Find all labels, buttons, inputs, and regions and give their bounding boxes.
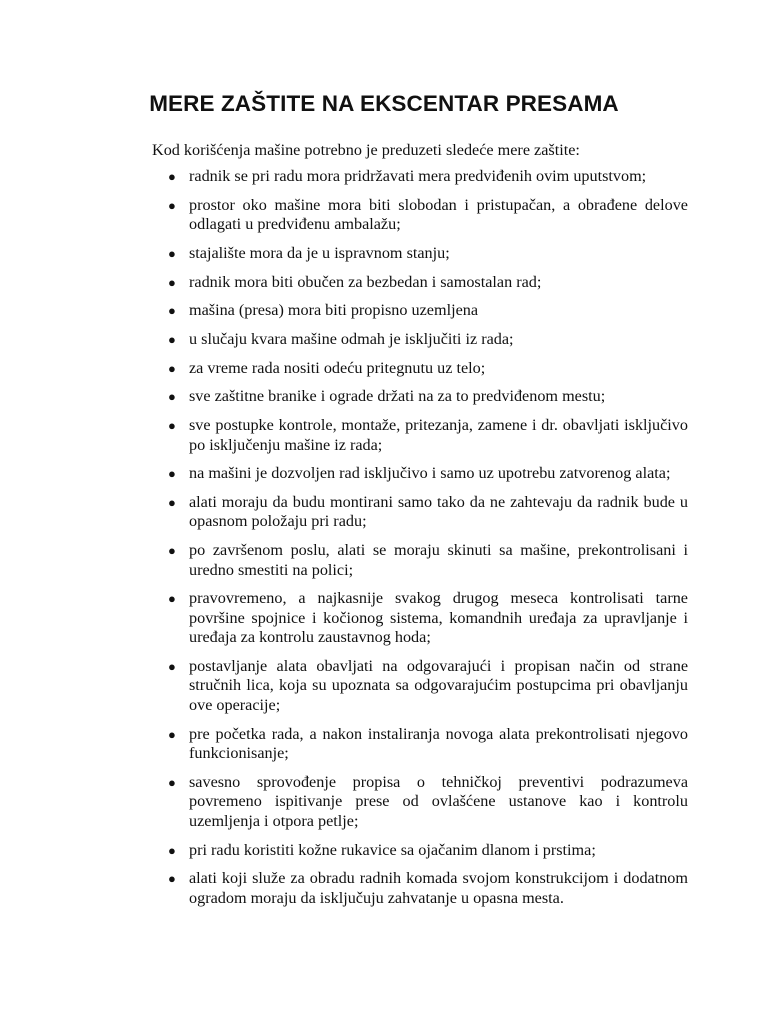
- bullet-icon: ●: [168, 389, 176, 405]
- bullet-icon: ●: [168, 774, 176, 790]
- bullet-icon: ●: [168, 331, 176, 347]
- bullet-icon: ●: [168, 466, 176, 482]
- list-item: ● za vreme rada nositi odeću pritegnutu uz telo;: [168, 358, 486, 377]
- bullet-icon: ●: [168, 871, 176, 887]
- list-item: ● u slučaju kvara mašine odmah je isključiti iz rada;: [168, 329, 514, 348]
- safety-measures-list: [166, 167, 688, 917]
- document-title: MERE ZAŠTITE NA EKSCENTAR PRESAMA: [149, 91, 619, 116]
- list-item: ● savesno sprovođenje propisa o tehničkoj preventivi podrazumeva povremeno ispitivanje prese od ovlašćene ustanove kao i kontrolu uzemljenja i otpora petlje;: [168, 772, 688, 830]
- list-item: ● pre početka rada, a nakon instaliranja novoga alata prekontrolisati njegovo funkcionisanje;: [168, 724, 688, 763]
- bullet-icon: ●: [168, 245, 176, 261]
- list-item: ● alati moraju da budu montirani samo tako da ne zahtevaju da radnik bude u opasnom položaju pri radu;: [168, 492, 688, 531]
- bullet-icon: ●: [168, 591, 176, 607]
- list-item: ● alati koji služe za obradu radnih komada svojom konstrukcijom i dodatnom ogradom moraju da isključuju zahvatanje u opasna mesta.: [168, 869, 688, 907]
- list-item: ● sve zaštitne branike i ograde držati na za to predviđenom mestu;: [168, 387, 606, 406]
- list-item: ● sve postupke kontrole, montaže, pritezanja, zamene i dr. obavljati isključivo po isključenju mašine iz rada;: [168, 416, 688, 454]
- list-item: ● postavljanje alata obavljati na odgovarajući i propisan način od strane stručnih lica, koja su upoznata sa odgovarajućim postupcima pri obavljanju ove operacije;: [168, 656, 688, 714]
- bullet-icon: ●: [168, 726, 176, 742]
- list-item: ● pravovremeno, a najkasnije svakog drugog meseca kontrolisati tarne površine spojnice i kočionog sistema, komandnih uređaja za upravljanje i uređaja za kontrolu zaustavnog hoda;: [168, 589, 688, 647]
- bullet-icon: ●: [168, 658, 176, 674]
- bullet-icon: ●: [168, 494, 176, 510]
- intro-text: Kod korišćenja mašine potrebno je preduzeti sledeće mere zaštite:: [152, 141, 580, 159]
- bullet-icon: ●: [168, 197, 176, 213]
- list-item: ● radnik mora biti obučen za bezbedan i samostalan rad;: [168, 272, 542, 291]
- bullet-icon: ●: [168, 360, 176, 376]
- bullet-icon: ●: [168, 842, 176, 858]
- list-item: ● prostor oko mašine mora biti slobodan i pristupačan, a obrađene delove odlagati u predviđenu ambalažu;: [168, 195, 688, 234]
- list-item: ● po završenom poslu, alati se moraju skinuti sa mašine, prekontrolisani i uredno smestiti na polici;: [168, 541, 688, 579]
- bullet-icon: ●: [168, 418, 176, 433]
- bullet-icon: ●: [168, 169, 176, 184]
- bullet-icon: ●: [168, 303, 176, 319]
- list-item: ● pri radu koristiti kožne rukavice sa ojačanim dlanom i prstima;: [168, 840, 596, 859]
- bullet-icon: ●: [168, 274, 176, 290]
- list-item: ● radnik se pri radu mora pridržavati mera predviđenih ovim uputstvom;: [168, 167, 647, 185]
- bullet-icon: ●: [168, 543, 176, 559]
- list-item: ● mašina (presa) mora biti propisno uzemljena: [168, 301, 479, 320]
- list-item: ● na mašini je dozvoljen rad isključivo i samo uz upotrebu zatvorenog alata;: [168, 464, 671, 483]
- list-item: ● stajalište mora da je u ispravnom stanju;: [168, 243, 450, 262]
